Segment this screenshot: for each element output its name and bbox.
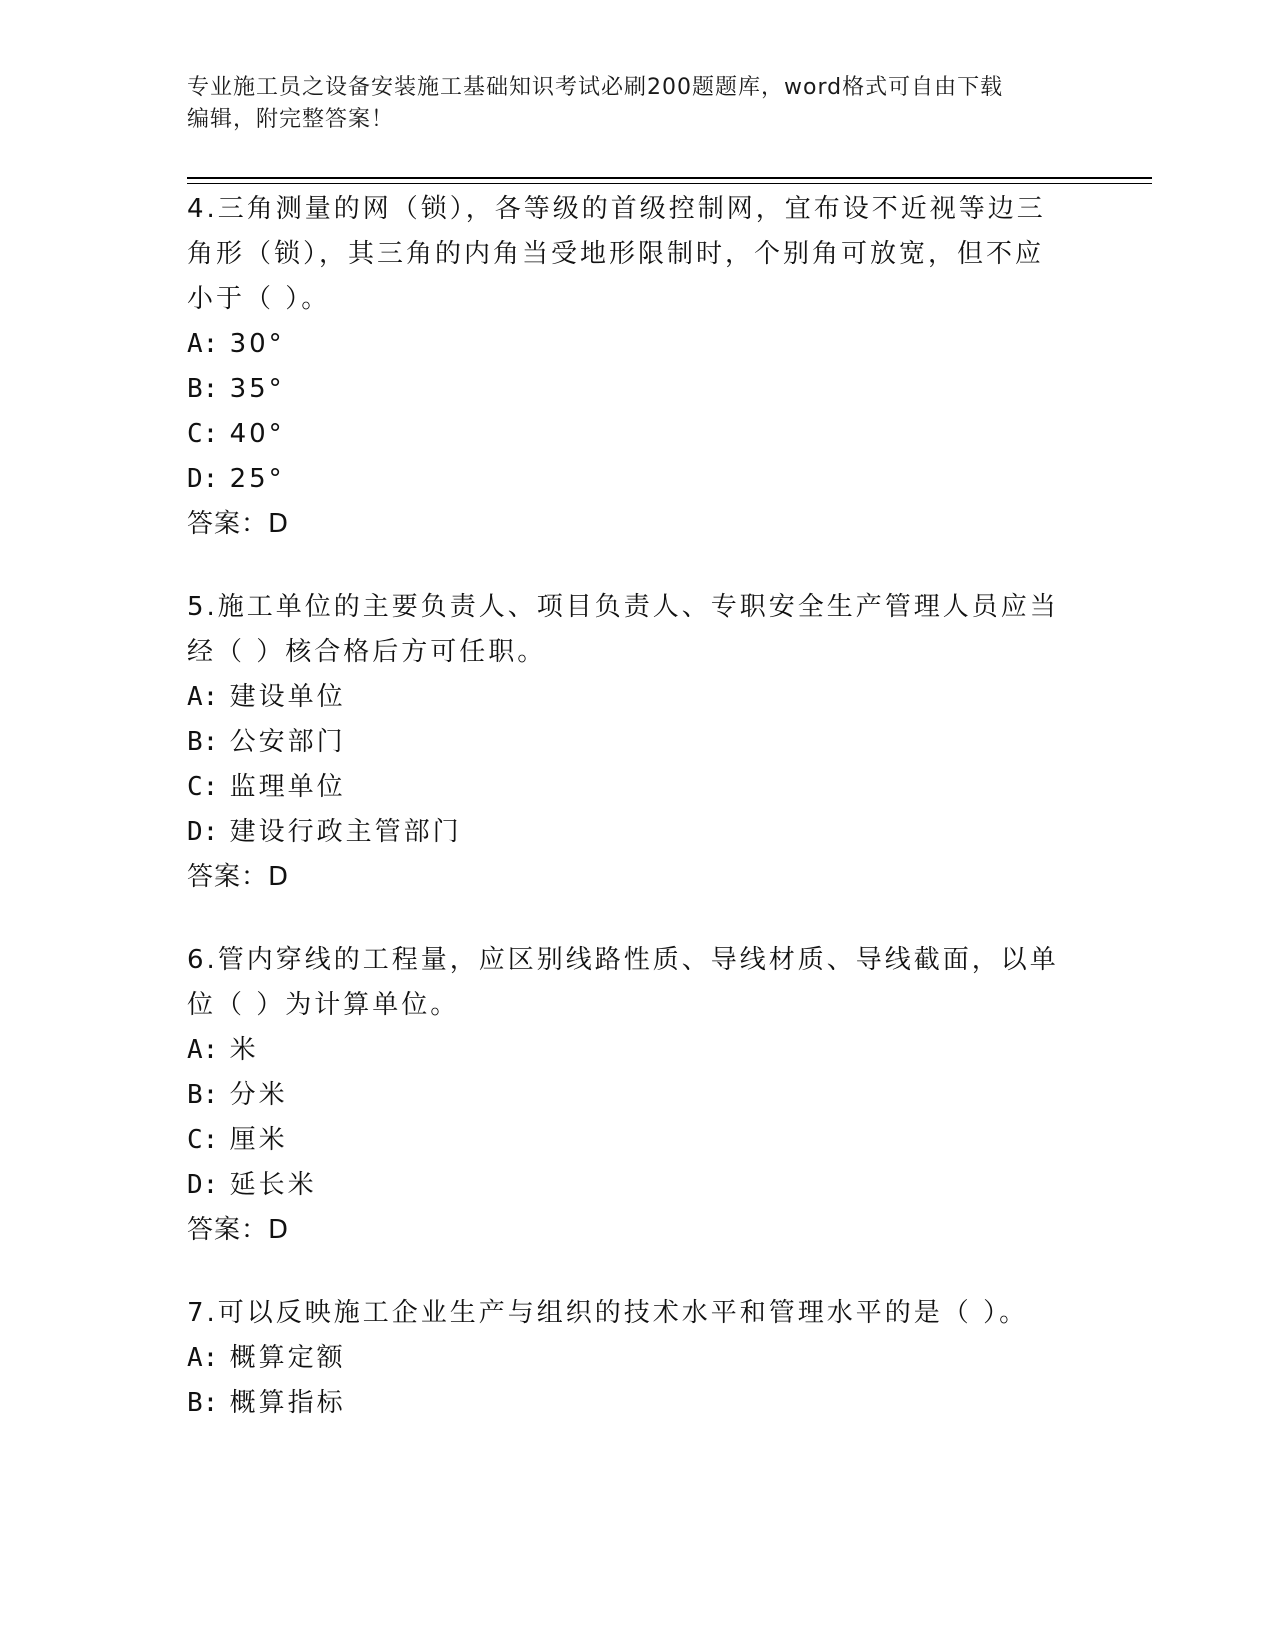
- option-a: [187, 675, 1067, 720]
- option-letter: B:: [187, 374, 219, 404]
- question-text: 7.可以反映施工企业生产与组织的技术水平和管理水平的是（ ）。: [187, 1298, 1029, 1328]
- question-6: [187, 938, 1067, 1253]
- option-a: [187, 1028, 1067, 1073]
- option-letter: A:: [187, 682, 219, 712]
- option-letter: B:: [187, 727, 219, 757]
- option-text: 概算指标: [229, 1388, 346, 1418]
- question-7: [187, 1291, 1067, 1426]
- option-letter: A:: [187, 1343, 219, 1373]
- option-letter: A:: [187, 1035, 219, 1065]
- option-a: [187, 322, 1067, 367]
- answer-label: 答案：D: [187, 862, 290, 892]
- option-text: 公安部门: [229, 727, 346, 757]
- header-divider-thin: [187, 183, 1152, 184]
- option-d: [187, 457, 1067, 502]
- question-text: 6.管内穿线的工程量，应区别线路性质、导线材质、导线截面，以单位（ ）为计算单位。: [187, 945, 1059, 1020]
- option-b: [187, 720, 1067, 765]
- option-letter: C:: [187, 419, 219, 449]
- option-text: 分米: [229, 1080, 288, 1110]
- option-text: 建设行政主管部门: [229, 817, 462, 847]
- option-text: 35°: [229, 374, 285, 404]
- option-d: [187, 1163, 1067, 1208]
- option-c: [187, 412, 1067, 457]
- option-text: 40°: [229, 419, 285, 449]
- option-c: [187, 765, 1067, 810]
- option-b: [187, 1073, 1067, 1118]
- option-letter: B:: [187, 1080, 219, 1110]
- question-text: 5.施工单位的主要负责人、项目负责人、专职安全生产管理人员应当经（ ）核合格后方可任职。: [187, 592, 1059, 667]
- option-text: 监理单位: [229, 772, 346, 802]
- option-letter: A:: [187, 329, 219, 359]
- option-a: [187, 1336, 1067, 1381]
- document-header: [187, 72, 1067, 136]
- option-c: [187, 1118, 1067, 1163]
- option-letter: D:: [187, 464, 219, 494]
- header-line-1: 专业施工员之设备安装施工基础知识考试必刷200题题库，word格式可自由下载: [187, 75, 1004, 100]
- option-text: 25°: [229, 464, 285, 494]
- option-letter: C:: [187, 1125, 219, 1155]
- option-b: [187, 367, 1067, 412]
- option-b: [187, 1381, 1067, 1426]
- option-text: 30°: [229, 329, 285, 359]
- option-text: 米: [229, 1035, 259, 1065]
- option-text: 厘米: [229, 1125, 288, 1155]
- question-list: [187, 187, 1067, 1464]
- option-text: 建设单位: [229, 682, 346, 712]
- header-line-2: 编辑，附完整答案！: [187, 107, 395, 132]
- question-4: [187, 187, 1067, 547]
- option-text: 概算定额: [229, 1343, 346, 1373]
- option-letter: C:: [187, 772, 219, 802]
- option-letter: D:: [187, 1170, 219, 1200]
- option-letter: D:: [187, 817, 219, 847]
- option-letter: B:: [187, 1388, 219, 1418]
- answer-label: 答案：D: [187, 1215, 290, 1245]
- header-divider-thick: [187, 177, 1152, 179]
- answer-label: 答案：D: [187, 509, 290, 539]
- question-5: [187, 585, 1067, 900]
- question-text: 4.三角测量的网（锁），各等级的首级控制网，宜布设不近视等边三角形（锁），其三角的内角当受地形限制时，个别角可放宽，但不应小于（ ）。: [187, 194, 1046, 314]
- option-text: 延长米: [229, 1170, 317, 1200]
- option-d: [187, 810, 1067, 855]
